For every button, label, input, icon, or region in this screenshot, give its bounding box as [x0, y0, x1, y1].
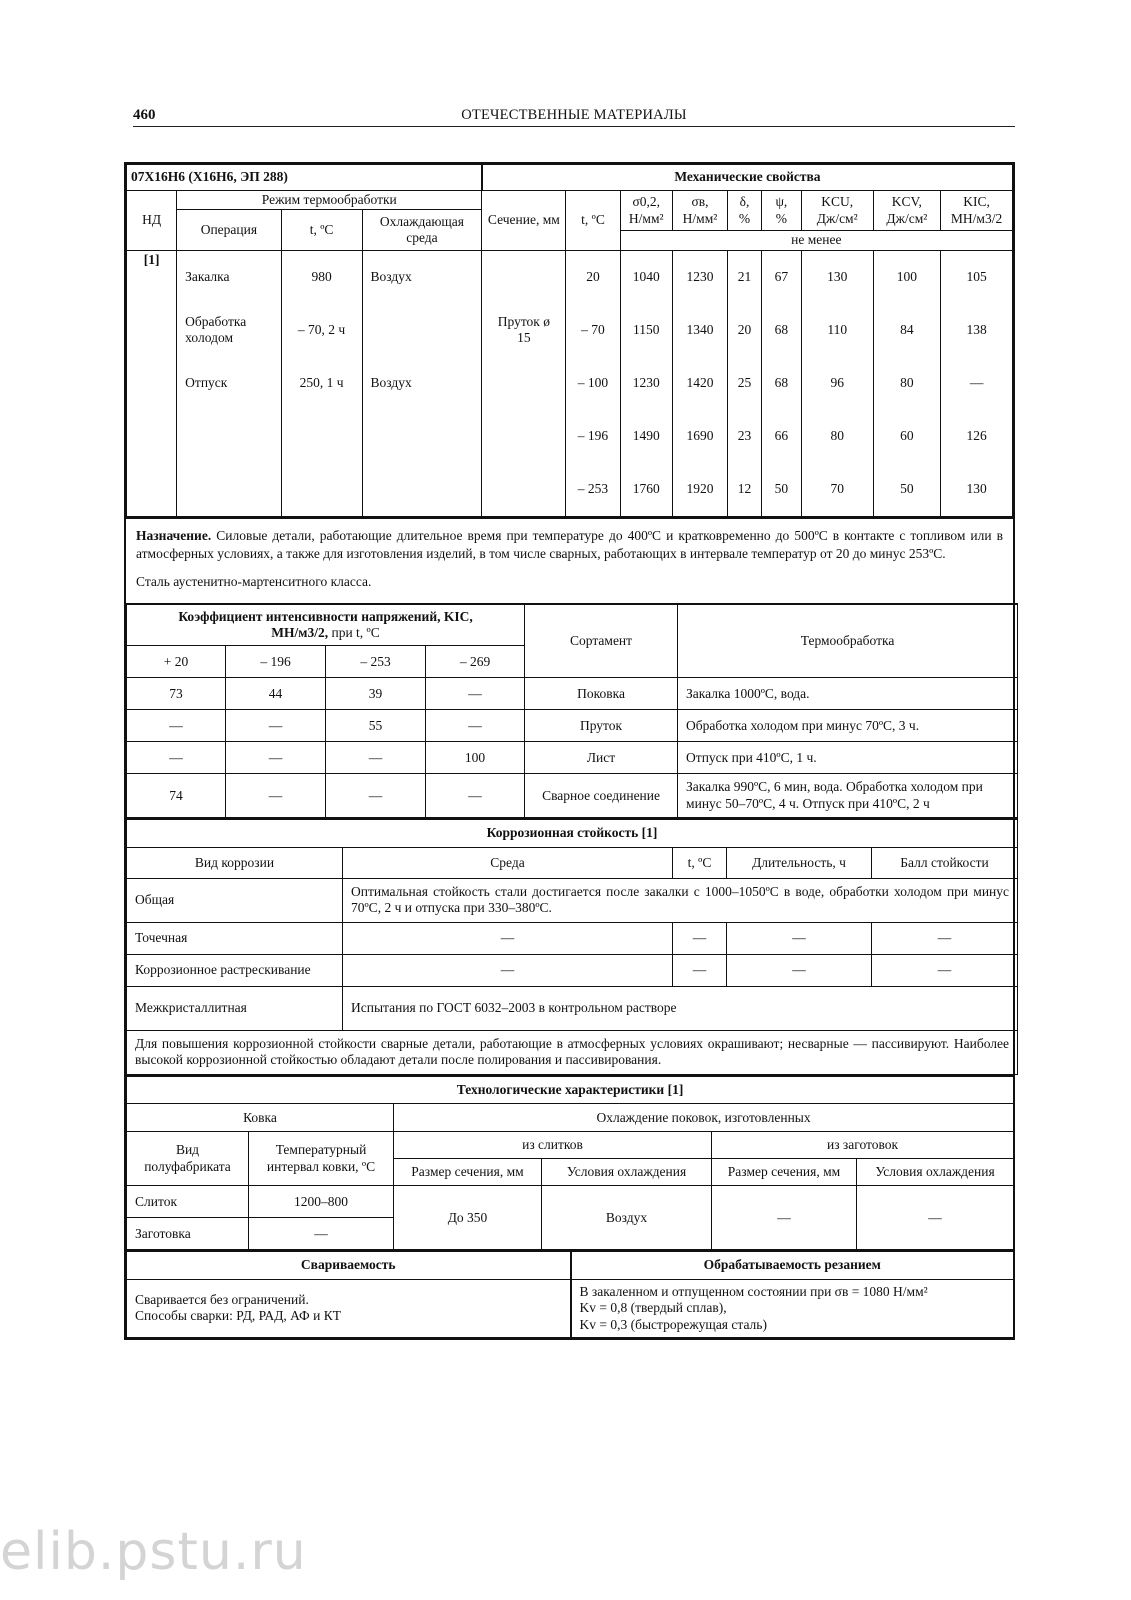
col-psi: 67 68 68 66 50 [761, 250, 801, 516]
op-name: Закалка [185, 269, 230, 285]
page-number: 460 [133, 107, 156, 123]
kic-temp: – 269 [426, 646, 525, 678]
col-sv: 1230 1340 1420 1690 1920 [672, 250, 727, 516]
h-sv: σв, Н/мм² [672, 191, 727, 231]
grade-title: 07Х16Н6 (Х16Н6, ЭП 288) [127, 165, 482, 191]
h-sortament: Сортамент [525, 604, 678, 678]
op-medium: Воздух [370, 375, 412, 391]
h-kcu: KCU, Дж/см² [801, 191, 873, 231]
table-row: Межкристаллитная Испытания по ГОСТ 6032–2003 в контрольном растворе [127, 986, 1018, 1030]
op-temp: 980 [311, 269, 332, 285]
op-temp: – 70, 2 ч [297, 322, 346, 338]
h-blanks: из заготовок [712, 1132, 1014, 1159]
machin-title: Обрабатываемость резанием [571, 1251, 1014, 1279]
ops-operations [177, 250, 281, 516]
corrosion-note: Для повышения коррозионной стойкости сварные детали, работающие в атмосферных условиях окрашивают; несварные — пассивируют. Наиболее высокой коррозионной стойкостью обладают детали после полирования и пассивирования. [127, 1030, 1018, 1074]
h-psi: ψ, % [761, 191, 801, 231]
col-kic: 105 138 — 126 130 [941, 250, 1013, 516]
tech-table [126, 1075, 1014, 1251]
col-s02: 1040 1150 1230 1490 1760 [620, 250, 672, 516]
col-kcu: 130 110 96 80 70 [801, 250, 873, 516]
h-medium: Среда [343, 847, 673, 878]
table-row: Точечная — — — — [127, 922, 1018, 954]
machin-text: В закаленном и отпущенном состоянии при σв = 1080 Н/мм² Kv = 0,8 (твердый сплав), Kv = 0,3 (быстрорежущая сталь) [571, 1279, 1014, 1337]
h-kic: KIC, МН/м3/2 [941, 191, 1013, 231]
purpose-section [126, 517, 1013, 603]
tech-title: Технологические характеристики [1] [127, 1076, 1014, 1104]
mechanical-properties-table [126, 164, 1013, 517]
h-cond: Условия охлаждения [857, 1159, 1014, 1186]
weld-title: Свариваемость [127, 1251, 571, 1279]
kic-temp: + 20 [127, 646, 226, 678]
ops-temps [281, 250, 362, 516]
table-row: — — — 100 Лист Отпуск при 410ºС, 1 ч. [127, 742, 1018, 774]
table-row: Общая Оптимальная стойкость стали достигается после закалки с 1000–1050ºС в воде, обработки холодом при минус 70ºС, 2 ч и отпуска при 330–380ºС. [127, 878, 1018, 922]
page-header [133, 106, 1015, 127]
h-cond: Условия охлаждения [542, 1159, 712, 1186]
col-kcv: 100 84 80 60 50 [873, 250, 941, 516]
h-corr-t: t, ºС [673, 847, 727, 878]
table-row: 74 — — — Сварное соединение Закалка 990ºС, 6 мин, вода. Обработка холодом при минус 50–70ºС, 4 ч. Отпуск при 410ºС, 2 ч [127, 774, 1018, 818]
table-row: Заготовка — [127, 1218, 1014, 1250]
h-nd: НД [127, 191, 177, 251]
h-forging-cooling: Охлаждение поковок, изготовленных [394, 1104, 1014, 1132]
h-score: Балл стойкости [872, 847, 1018, 878]
weld-text: Сваривается без ограничений. Способы сварки: РД, РАД, АФ и КТ [127, 1279, 571, 1337]
col-test-t: 20 – 70 – 100 – 196 – 253 [566, 250, 620, 516]
h-forging: Ковка [127, 1104, 394, 1132]
kic-temp: – 253 [326, 646, 426, 678]
section-value: Пруток ø 15 [497, 313, 550, 346]
nd-ref: [1] [127, 250, 177, 516]
table-row: 73 44 39 — Поковка Закалка 1000ºС, вода. [127, 678, 1018, 710]
h-not-less: не менее [620, 231, 1012, 250]
h-test-t: t, ºС [566, 191, 620, 251]
weld-machin-table [126, 1250, 1014, 1338]
h-duration: Длительность, ч [727, 847, 872, 878]
h-semi: Вид полуфабриката [127, 1132, 249, 1186]
h-size: Размер сечения, мм [712, 1159, 857, 1186]
op-name: Обработка холодом [185, 313, 247, 346]
h-heat: Термообработка [678, 604, 1018, 678]
h-operation: Операция [177, 210, 281, 250]
h-size: Размер сечения, мм [394, 1159, 542, 1186]
watermark: elib.pstu.ru [0, 1522, 307, 1582]
table-row: Слиток 1200–800 До 350 Воздух — — [127, 1186, 1014, 1218]
table-row: Коррозионное растрескивание — — — — [127, 954, 1018, 986]
kic-temp: – 196 [226, 646, 326, 678]
section-cell [482, 250, 566, 516]
kic-title: Коэффициент интенсивности напряжений, KIC, МН/м3/2, при t, ºС [127, 604, 525, 646]
col-delta: 21 20 25 23 12 [728, 250, 762, 516]
op-temp: 250, 1 ч [299, 375, 344, 391]
corrosion-title: Коррозионная стойкость [1] [127, 819, 1018, 847]
kic-table [126, 603, 1018, 819]
h-cooling: Охлаждающая среда [362, 210, 482, 250]
op-medium: Воздух [370, 269, 412, 285]
class-note: Сталь аустенитно-мартенситного класса. [136, 574, 372, 590]
h-kcv: KCV, Дж/см² [873, 191, 941, 231]
op-name: Отпуск [185, 375, 228, 391]
corrosion-table [126, 818, 1018, 1075]
purpose-text: Силовые детали, работающие длительное время при температуре до 400ºС и кратковременно до 500ºС в контакте с топливом или в атмосферных условиях, а также для изготовления изделий, в том числе сварных, работающих в интервале температур от 20 до минус 253ºС. [136, 527, 1003, 562]
h-section: Сечение, мм [482, 191, 566, 251]
table-row: — — 55 — Пруток Обработка холодом при минус 70ºС, 3 ч. [127, 710, 1018, 742]
ops-media [362, 250, 482, 516]
h-s02: σ0,2, Н/мм² [620, 191, 672, 231]
purpose-label: Назначение. [136, 527, 212, 543]
mech-title: Механические свойства [482, 165, 1013, 191]
h-t: t, ºС [281, 210, 362, 250]
running-title: ОТЕЧЕСТВЕННЫЕ МАТЕРИАЛЫ [461, 107, 687, 123]
h-interval: Температурный интервал ковки, ºС [249, 1132, 394, 1186]
h-regime: Режим термообработки [177, 191, 482, 210]
h-delta: δ, % [728, 191, 762, 231]
op-medium [371, 304, 474, 357]
h-ingots: из слитков [394, 1132, 712, 1159]
h-corrosion-type: Вид коррозии [127, 847, 343, 878]
material-sheet [124, 162, 1015, 1340]
